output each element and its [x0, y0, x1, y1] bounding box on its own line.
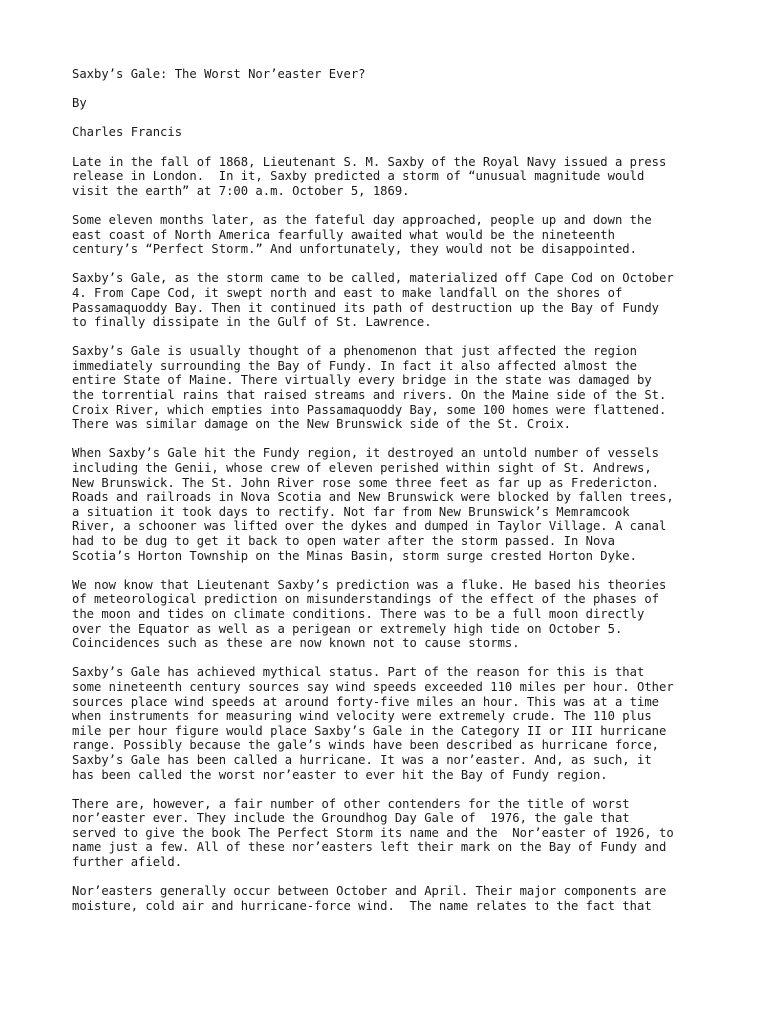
paragraph-line: served to give the book The Perfect Storm its name and the Nor’easter of 1926, to [72, 825, 674, 840]
paragraph-line: has been called the worst nor’easter to ever hit the Bay of Fundy region. [72, 767, 608, 782]
paragraph-line: name just a few. All of these nor’easters left their mark on the Bay of Fundy and [72, 840, 667, 855]
paragraph [72, 271, 712, 329]
paragraph-line: over the Equator as well as a perigean or extremely high tide on October 5. [72, 621, 623, 636]
paragraph [72, 578, 712, 651]
paragraph-line: century’s “Perfect Storm.” And unfortunately, they would not be disappointed. [72, 242, 637, 257]
paragraph-line: There are, however, a fair number of other contenders for the title of worst [72, 796, 630, 811]
paragraph [72, 884, 712, 913]
paragraph-line: 4. From Cape Cod, it swept north and east to make landfall on the shores of [72, 285, 623, 300]
paragraph [72, 344, 712, 432]
paragraph-line: Coincidences such as these are now known not to cause storms. [72, 636, 520, 651]
paragraph-line: visit the earth” at 7:00 a.m. October 5, 1869. [72, 183, 410, 198]
paragraph-line: further afield. [72, 855, 183, 870]
paragraph-line: had to be dug to get it back to open water after the storm passed. In Nova [72, 534, 615, 548]
paragraph-line: Some eleven months later, as the fateful day approached, people up and down the [72, 212, 652, 227]
paragraph-line: including the Genii, whose crew of eleven perished within sight of St. Andrews, [72, 461, 652, 476]
paragraph-line: Saxby’s Gale has been called a hurricane. It was a nor’easter. And, as such, it [72, 752, 652, 767]
document-body [72, 155, 712, 914]
paragraph-line: Saxby’s Gale has achieved mythical status. Part of the reason for this is that [72, 665, 645, 680]
paragraph-line: the moon and tides on climate conditions. There was to be a full moon directly [72, 606, 645, 621]
paragraph-line: When Saxby’s Gale hit the Fundy region, it destroyed an untold number of vessels [72, 446, 659, 461]
document-title: Saxby’s Gale: The Worst Nor’easter Ever? [72, 67, 366, 81]
byline-label: By [72, 96, 87, 111]
paragraph [72, 665, 712, 782]
paragraph-line: Scotia’s Horton Township on the Minas Basin, storm surge crested Horton Dyke. [72, 548, 637, 563]
paragraph-line: to finally dissipate in the Gulf of St. Lawrence. [72, 315, 432, 330]
paragraph-line: Nor’easters generally occur between October and April. Their major components are [72, 884, 667, 899]
paragraph-line: mile per hour figure would place Saxby’s Gale in the Category II or III hurricane [72, 723, 667, 738]
paragraph [72, 213, 712, 257]
paragraph-line: east coast of North America fearfully awaited what would be the nineteenth [72, 227, 615, 242]
paragraph-line: Roads and railroads in Nova Scotia and New Brunswick were blocked by fallen trees, [72, 490, 674, 505]
paragraph-line: nor’easter ever. They include the Groundhog Day Gale of 1976, the gale that [72, 811, 630, 826]
paragraph-line: Saxby’s Gale, as the storm came to be called, materialized off Cape Cod on October [72, 271, 674, 286]
paragraph-line: There was similar damage on the New Brunswick side of the St. Croix. [72, 417, 571, 432]
paragraph-line: sources place wind speeds at around forty-five miles an hour. This was at a time [72, 694, 659, 709]
paragraph-line: the torrential rains that raised streams and rivers. On the Maine side of the St. [72, 388, 667, 403]
paragraph-line: moisture, cold air and hurricane-force wind. The name relates to the fact that [72, 898, 652, 913]
author-name: Charles Francis [72, 125, 183, 140]
paragraph-line: a situation it took days to rectify. Not far from New Brunswick’s Memramcook [72, 504, 630, 519]
paragraph-line: Saxby’s Gale is usually thought of a phenomenon that just affected the region [72, 344, 637, 359]
paragraph-line: when instruments for measuring wind velocity were extremely crude. The 110 plus [72, 709, 652, 724]
paragraph-line: immediately surrounding the Bay of Fundy. In fact it also affected almost the [72, 358, 637, 373]
paragraph-line: Croix River, which empties into Passamaquoddy Bay, some 100 homes were flattened. [72, 402, 667, 417]
paragraph-line: some nineteenth century sources say wind speeds exceeded 110 miles per hour. Other [72, 679, 674, 694]
document-page [72, 67, 712, 913]
paragraph [72, 155, 712, 199]
paragraph-line: New Brunswick. The St. John River rose some three feet as far up as Fredericton. [72, 475, 659, 490]
paragraph [72, 797, 712, 870]
paragraph-line: entire State of Maine. There virtually every bridge in the state was damaged by [72, 373, 652, 388]
paragraph-line: We now know that Lieutenant Saxby’s prediction was a fluke. He based his theories [72, 577, 667, 592]
paragraph-line: range. Possibly because the gale’s winds have been described as hurricane force, [72, 738, 659, 753]
paragraph-line: Passamaquoddy Bay. Then it continued its path of destruction up the Bay of Fundy [72, 300, 659, 315]
paragraph-line: of meteorological prediction on misunderstandings of the effect of the phases of [72, 592, 659, 607]
paragraph-line: Late in the fall of 1868, Lieutenant S. M. Saxby of the Royal Navy issued a press [72, 154, 667, 169]
paragraph-line: release in London. In it, Saxby predicted a storm of “unusual magnitude would [72, 169, 645, 184]
paragraph-line: River, a schooner was lifted over the dykes and dumped in Taylor Village. A canal [72, 519, 667, 534]
paragraph [72, 446, 712, 563]
